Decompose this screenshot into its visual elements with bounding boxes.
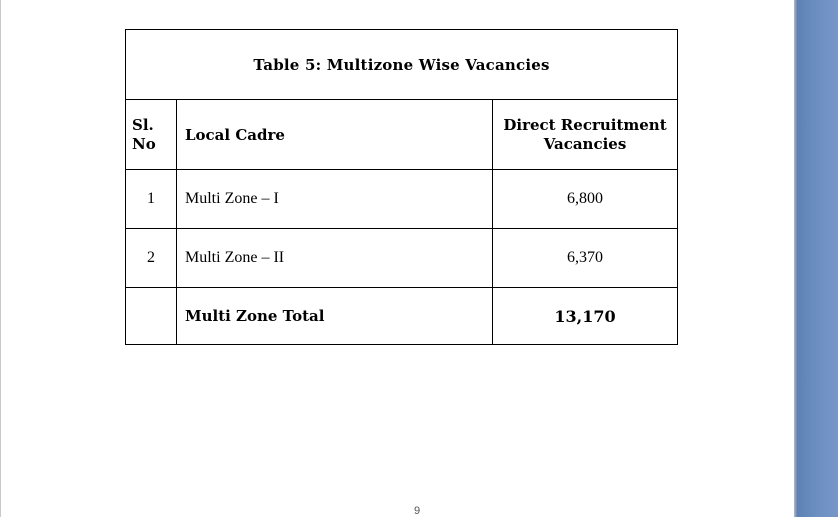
table-row [126,229,678,288]
page-number: 9 [413,505,421,517]
header-vacancies: Direct Recruitment Vacancies [493,100,678,170]
header-sl-no: Sl. No [126,100,177,170]
cell-local-cadre: Multi Zone – I [177,170,493,229]
total-sl-no [126,288,177,345]
cell-local-cadre: Multi Zone – II [177,229,493,288]
table-caption: Table 5: Multizone Wise Vacancies [126,30,678,100]
cell-vacancies: 6,800 [493,170,678,229]
table-row [126,170,678,229]
header-local-cadre: Local Cadre [177,100,493,170]
vacancies-table [125,29,678,345]
workspace-background [797,0,838,517]
cell-sl-no: 1 [126,170,177,229]
total-label: Multi Zone Total [177,288,493,345]
total-vacancies: 13,170 [493,288,678,345]
table-caption-row [126,30,678,100]
cell-sl-no: 2 [126,229,177,288]
table-total-row [126,288,678,345]
page-left-border [0,0,1,517]
table-header-row [126,100,678,170]
cell-vacancies: 6,370 [493,229,678,288]
